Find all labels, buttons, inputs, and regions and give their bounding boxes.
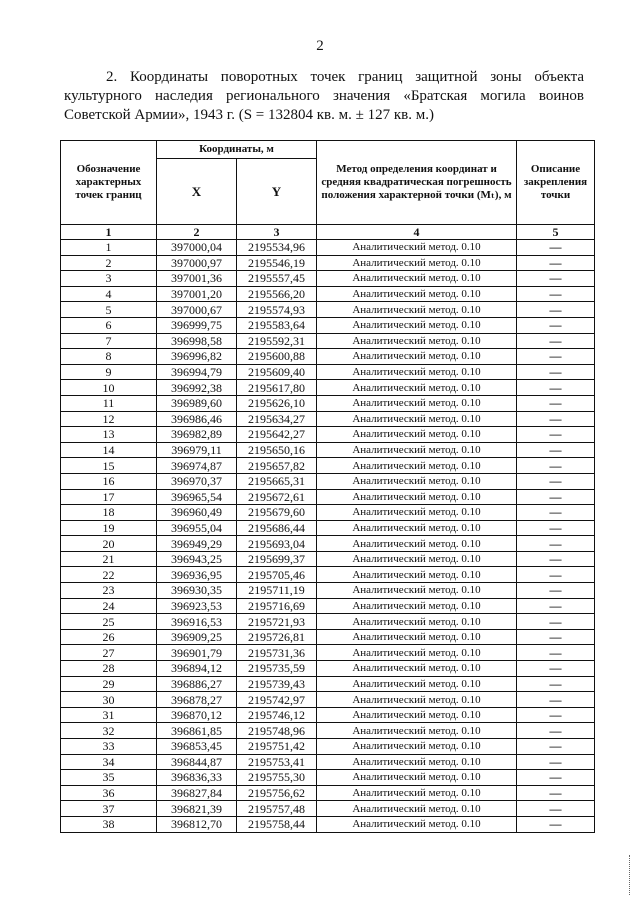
header-x: X bbox=[157, 159, 237, 225]
y-coordinate-cell: 2195665,31 bbox=[237, 473, 317, 489]
method-cell: Аналитический метод. 0.10 bbox=[317, 255, 517, 271]
x-coordinate-cell: 396878,27 bbox=[157, 692, 237, 708]
x-coordinate-cell: 396936,95 bbox=[157, 567, 237, 583]
y-coordinate-cell: 2195609,40 bbox=[237, 364, 317, 380]
point-number-cell: 25 bbox=[61, 614, 157, 630]
x-coordinate-cell: 396943,25 bbox=[157, 551, 237, 567]
description-cell: — bbox=[517, 536, 595, 552]
table-row bbox=[61, 536, 595, 552]
method-cell: Аналитический метод. 0.10 bbox=[317, 489, 517, 505]
description-cell: — bbox=[517, 583, 595, 599]
description-cell: — bbox=[517, 271, 595, 287]
point-number-cell: 20 bbox=[61, 536, 157, 552]
y-coordinate-cell: 2195634,27 bbox=[237, 411, 317, 427]
point-number-cell: 8 bbox=[61, 349, 157, 365]
method-cell: Аналитический метод. 0.10 bbox=[317, 380, 517, 396]
table-row bbox=[61, 489, 595, 505]
description-cell: — bbox=[517, 489, 595, 505]
method-cell: Аналитический метод. 0.10 bbox=[317, 520, 517, 536]
method-cell: Аналитический метод. 0.10 bbox=[317, 770, 517, 786]
method-cell: Аналитический метод. 0.10 bbox=[317, 614, 517, 630]
method-cell: Аналитический метод. 0.10 bbox=[317, 395, 517, 411]
y-coordinate-cell: 2195757,48 bbox=[237, 801, 317, 817]
table-row bbox=[61, 364, 595, 380]
point-number-cell: 9 bbox=[61, 364, 157, 380]
method-cell: Аналитический метод. 0.10 bbox=[317, 676, 517, 692]
y-coordinate-cell: 2195650,16 bbox=[237, 442, 317, 458]
point-number-cell: 11 bbox=[61, 395, 157, 411]
method-cell: Аналитический метод. 0.10 bbox=[317, 458, 517, 474]
point-number-cell: 18 bbox=[61, 505, 157, 521]
description-cell: — bbox=[517, 723, 595, 739]
table-row bbox=[61, 286, 595, 302]
description-cell: — bbox=[517, 286, 595, 302]
x-coordinate-cell: 396974,87 bbox=[157, 458, 237, 474]
method-cell: Аналитический метод. 0.10 bbox=[317, 473, 517, 489]
method-cell: Аналитический метод. 0.10 bbox=[317, 286, 517, 302]
description-cell: — bbox=[517, 302, 595, 318]
column-number: 3 bbox=[237, 225, 317, 240]
description-cell: — bbox=[517, 380, 595, 396]
table-row bbox=[61, 598, 595, 614]
method-cell: Аналитический метод. 0.10 bbox=[317, 364, 517, 380]
description-cell: — bbox=[517, 801, 595, 817]
y-coordinate-cell: 2195557,45 bbox=[237, 271, 317, 287]
y-coordinate-cell: 2195699,37 bbox=[237, 551, 317, 567]
y-coordinate-cell: 2195758,44 bbox=[237, 816, 317, 832]
table-row bbox=[61, 442, 595, 458]
column-number: 4 bbox=[317, 225, 517, 240]
description-cell: — bbox=[517, 427, 595, 443]
y-coordinate-cell: 2195672,61 bbox=[237, 489, 317, 505]
x-coordinate-cell: 396827,84 bbox=[157, 785, 237, 801]
x-coordinate-cell: 396970,37 bbox=[157, 473, 237, 489]
method-cell: Аналитический метод. 0.10 bbox=[317, 349, 517, 365]
method-cell: Аналитический метод. 0.10 bbox=[317, 302, 517, 318]
y-coordinate-cell: 2195755,30 bbox=[237, 770, 317, 786]
point-number-cell: 14 bbox=[61, 442, 157, 458]
method-cell: Аналитический метод. 0.10 bbox=[317, 723, 517, 739]
scan-edge-marks bbox=[629, 855, 634, 895]
method-cell: Аналитический метод. 0.10 bbox=[317, 816, 517, 832]
description-cell: — bbox=[517, 645, 595, 661]
x-coordinate-cell: 396989,60 bbox=[157, 395, 237, 411]
point-number-cell: 23 bbox=[61, 583, 157, 599]
point-number-cell: 13 bbox=[61, 427, 157, 443]
point-number-cell: 16 bbox=[61, 473, 157, 489]
table-row bbox=[61, 458, 595, 474]
y-coordinate-cell: 2195739,43 bbox=[237, 676, 317, 692]
x-coordinate-cell: 396861,85 bbox=[157, 723, 237, 739]
y-coordinate-cell: 2195600,88 bbox=[237, 349, 317, 365]
description-cell: — bbox=[517, 505, 595, 521]
table-row bbox=[61, 317, 595, 333]
x-coordinate-cell: 396886,27 bbox=[157, 676, 237, 692]
method-cell: Аналитический метод. 0.10 bbox=[317, 598, 517, 614]
point-number-cell: 34 bbox=[61, 754, 157, 770]
x-coordinate-cell: 396909,25 bbox=[157, 629, 237, 645]
point-number-cell: 38 bbox=[61, 816, 157, 832]
point-number-cell: 17 bbox=[61, 489, 157, 505]
point-number-cell: 32 bbox=[61, 723, 157, 739]
x-coordinate-cell: 396992,38 bbox=[157, 380, 237, 396]
description-cell: — bbox=[517, 255, 595, 271]
description-cell: — bbox=[517, 785, 595, 801]
point-number-cell: 27 bbox=[61, 645, 157, 661]
method-cell: Аналитический метод. 0.10 bbox=[317, 661, 517, 677]
point-number-cell: 28 bbox=[61, 661, 157, 677]
x-coordinate-cell: 396979,11 bbox=[157, 442, 237, 458]
description-cell: — bbox=[517, 707, 595, 723]
description-cell: — bbox=[517, 770, 595, 786]
x-coordinate-cell: 396812,70 bbox=[157, 816, 237, 832]
header-coordinates: Координаты, м bbox=[157, 141, 317, 159]
header-y: Y bbox=[237, 159, 317, 225]
description-cell: — bbox=[517, 395, 595, 411]
description-cell: — bbox=[517, 598, 595, 614]
method-cell: Аналитический метод. 0.10 bbox=[317, 271, 517, 287]
method-cell: Аналитический метод. 0.10 bbox=[317, 505, 517, 521]
description-cell: — bbox=[517, 349, 595, 365]
point-number-cell: 12 bbox=[61, 411, 157, 427]
method-cell: Аналитический метод. 0.10 bbox=[317, 754, 517, 770]
x-coordinate-cell: 396844,87 bbox=[157, 754, 237, 770]
column-numbers-row bbox=[61, 225, 595, 240]
point-number-cell: 1 bbox=[61, 240, 157, 256]
description-cell: — bbox=[517, 754, 595, 770]
method-cell: Аналитический метод. 0.10 bbox=[317, 536, 517, 552]
description-cell: — bbox=[517, 661, 595, 677]
point-number-cell: 19 bbox=[61, 520, 157, 536]
table-row bbox=[61, 785, 595, 801]
description-cell: — bbox=[517, 567, 595, 583]
x-coordinate-cell: 396916,53 bbox=[157, 614, 237, 630]
table-row bbox=[61, 692, 595, 708]
method-cell: Аналитический метод. 0.10 bbox=[317, 692, 517, 708]
method-cell: Аналитический метод. 0.10 bbox=[317, 801, 517, 817]
x-coordinate-cell: 397000,97 bbox=[157, 255, 237, 271]
description-cell: — bbox=[517, 411, 595, 427]
y-coordinate-cell: 2195753,41 bbox=[237, 754, 317, 770]
method-cell: Аналитический метод. 0.10 bbox=[317, 739, 517, 755]
table-row bbox=[61, 770, 595, 786]
y-coordinate-cell: 2195716,69 bbox=[237, 598, 317, 614]
x-coordinate-cell: 396986,46 bbox=[157, 411, 237, 427]
point-number-cell: 2 bbox=[61, 255, 157, 271]
description-cell: — bbox=[517, 442, 595, 458]
x-coordinate-cell: 396836,33 bbox=[157, 770, 237, 786]
method-cell: Аналитический метод. 0.10 bbox=[317, 427, 517, 443]
description-cell: — bbox=[517, 692, 595, 708]
method-cell: Аналитический метод. 0.10 bbox=[317, 645, 517, 661]
method-cell: Аналитический метод. 0.10 bbox=[317, 317, 517, 333]
y-coordinate-cell: 2195742,97 bbox=[237, 692, 317, 708]
method-cell: Аналитический метод. 0.10 bbox=[317, 333, 517, 349]
x-coordinate-cell: 396996,82 bbox=[157, 349, 237, 365]
table-row bbox=[61, 302, 595, 318]
method-cell: Аналитический метод. 0.10 bbox=[317, 442, 517, 458]
description-cell: — bbox=[517, 317, 595, 333]
method-cell: Аналитический метод. 0.10 bbox=[317, 629, 517, 645]
section-heading: 2. Координаты поворотных точек границ защитной зоны объекта культурного наследия регионального значения «Братская могила воинов Советской Армии», 1943 г. (S = 132804 кв. м. ± 127 кв. м.) bbox=[64, 69, 584, 123]
y-coordinate-cell: 2195711,19 bbox=[237, 583, 317, 599]
table-row bbox=[61, 661, 595, 677]
x-coordinate-cell: 396894,12 bbox=[157, 661, 237, 677]
column-number: 2 bbox=[157, 225, 237, 240]
page-number: 2 bbox=[316, 38, 324, 54]
x-coordinate-cell: 396994,79 bbox=[157, 364, 237, 380]
description-cell: — bbox=[517, 816, 595, 832]
point-number-cell: 15 bbox=[61, 458, 157, 474]
table-row bbox=[61, 505, 595, 521]
y-coordinate-cell: 2195726,81 bbox=[237, 629, 317, 645]
x-coordinate-cell: 396821,39 bbox=[157, 801, 237, 817]
table-row bbox=[61, 473, 595, 489]
method-cell: Аналитический метод. 0.10 bbox=[317, 240, 517, 256]
x-coordinate-cell: 396949,29 bbox=[157, 536, 237, 552]
coordinates-table bbox=[60, 140, 595, 833]
y-coordinate-cell: 2195534,96 bbox=[237, 240, 317, 256]
table-row bbox=[61, 676, 595, 692]
y-coordinate-cell: 2195592,31 bbox=[237, 333, 317, 349]
description-cell: — bbox=[517, 739, 595, 755]
description-cell: — bbox=[517, 676, 595, 692]
table-row bbox=[61, 707, 595, 723]
table-row bbox=[61, 723, 595, 739]
description-cell: — bbox=[517, 629, 595, 645]
y-coordinate-cell: 2195657,82 bbox=[237, 458, 317, 474]
column-number: 1 bbox=[61, 225, 157, 240]
x-coordinate-cell: 397001,20 bbox=[157, 286, 237, 302]
point-number-cell: 7 bbox=[61, 333, 157, 349]
y-coordinate-cell: 2195566,20 bbox=[237, 286, 317, 302]
point-number-cell: 36 bbox=[61, 785, 157, 801]
x-coordinate-cell: 396965,54 bbox=[157, 489, 237, 505]
x-coordinate-cell: 396923,53 bbox=[157, 598, 237, 614]
x-coordinate-cell: 396870,12 bbox=[157, 707, 237, 723]
description-cell: — bbox=[517, 364, 595, 380]
x-coordinate-cell: 396955,04 bbox=[157, 520, 237, 536]
table-row bbox=[61, 411, 595, 427]
table-row bbox=[61, 520, 595, 536]
table-row bbox=[61, 255, 595, 271]
description-cell: — bbox=[517, 520, 595, 536]
table-row bbox=[61, 349, 595, 365]
point-number-cell: 22 bbox=[61, 567, 157, 583]
x-coordinate-cell: 396930,35 bbox=[157, 583, 237, 599]
point-number-cell: 4 bbox=[61, 286, 157, 302]
x-coordinate-cell: 396960,49 bbox=[157, 505, 237, 521]
point-number-cell: 6 bbox=[61, 317, 157, 333]
description-cell: — bbox=[517, 473, 595, 489]
header-description: Описание закрепления точки bbox=[517, 141, 595, 225]
point-number-cell: 37 bbox=[61, 801, 157, 817]
x-coordinate-cell: 396901,79 bbox=[157, 645, 237, 661]
method-cell: Аналитический метод. 0.10 bbox=[317, 707, 517, 723]
x-coordinate-cell: 397001,36 bbox=[157, 271, 237, 287]
y-coordinate-cell: 2195746,12 bbox=[237, 707, 317, 723]
header-point: Обозначение характерных точек границ bbox=[61, 141, 157, 225]
table-row bbox=[61, 271, 595, 287]
description-cell: — bbox=[517, 614, 595, 630]
y-coordinate-cell: 2195626,10 bbox=[237, 395, 317, 411]
point-number-cell: 33 bbox=[61, 739, 157, 755]
y-coordinate-cell: 2195705,46 bbox=[237, 567, 317, 583]
y-coordinate-cell: 2195686,44 bbox=[237, 520, 317, 536]
description-cell: — bbox=[517, 551, 595, 567]
x-coordinate-cell: 396999,75 bbox=[157, 317, 237, 333]
table-row bbox=[61, 333, 595, 349]
table-row bbox=[61, 801, 595, 817]
y-coordinate-cell: 2195735,59 bbox=[237, 661, 317, 677]
method-cell: Аналитический метод. 0.10 bbox=[317, 785, 517, 801]
header-method: Метод определения координат и средняя квадратическая погрешность положения характерной точки (Mₜ), м bbox=[317, 141, 517, 225]
table-row bbox=[61, 240, 595, 256]
point-number-cell: 10 bbox=[61, 380, 157, 396]
point-number-cell: 3 bbox=[61, 271, 157, 287]
y-coordinate-cell: 2195583,64 bbox=[237, 317, 317, 333]
y-coordinate-cell: 2195642,27 bbox=[237, 427, 317, 443]
table-row bbox=[61, 754, 595, 770]
description-cell: — bbox=[517, 458, 595, 474]
table-row bbox=[61, 380, 595, 396]
y-coordinate-cell: 2195617,80 bbox=[237, 380, 317, 396]
table-row bbox=[61, 583, 595, 599]
point-number-cell: 35 bbox=[61, 770, 157, 786]
method-cell: Аналитический метод. 0.10 bbox=[317, 551, 517, 567]
description-cell: — bbox=[517, 240, 595, 256]
table-row bbox=[61, 739, 595, 755]
method-cell: Аналитический метод. 0.10 bbox=[317, 567, 517, 583]
point-number-cell: 5 bbox=[61, 302, 157, 318]
table-row bbox=[61, 567, 595, 583]
x-coordinate-cell: 397000,67 bbox=[157, 302, 237, 318]
point-number-cell: 30 bbox=[61, 692, 157, 708]
table-row bbox=[61, 645, 595, 661]
y-coordinate-cell: 2195693,04 bbox=[237, 536, 317, 552]
x-coordinate-cell: 397000,04 bbox=[157, 240, 237, 256]
point-number-cell: 31 bbox=[61, 707, 157, 723]
description-cell: — bbox=[517, 333, 595, 349]
column-number: 5 bbox=[517, 225, 595, 240]
point-number-cell: 29 bbox=[61, 676, 157, 692]
table-row bbox=[61, 629, 595, 645]
table-row bbox=[61, 816, 595, 832]
y-coordinate-cell: 2195748,96 bbox=[237, 723, 317, 739]
table-row bbox=[61, 427, 595, 443]
y-coordinate-cell: 2195721,93 bbox=[237, 614, 317, 630]
table-row bbox=[61, 395, 595, 411]
point-number-cell: 21 bbox=[61, 551, 157, 567]
y-coordinate-cell: 2195546,19 bbox=[237, 255, 317, 271]
y-coordinate-cell: 2195679,60 bbox=[237, 505, 317, 521]
method-cell: Аналитический метод. 0.10 bbox=[317, 411, 517, 427]
method-cell: Аналитический метод. 0.10 bbox=[317, 583, 517, 599]
point-number-cell: 26 bbox=[61, 629, 157, 645]
y-coordinate-cell: 2195574,93 bbox=[237, 302, 317, 318]
x-coordinate-cell: 396982,89 bbox=[157, 427, 237, 443]
table-row bbox=[61, 614, 595, 630]
y-coordinate-cell: 2195751,42 bbox=[237, 739, 317, 755]
table-row bbox=[61, 551, 595, 567]
y-coordinate-cell: 2195756,62 bbox=[237, 785, 317, 801]
y-coordinate-cell: 2195731,36 bbox=[237, 645, 317, 661]
x-coordinate-cell: 396998,58 bbox=[157, 333, 237, 349]
point-number-cell: 24 bbox=[61, 598, 157, 614]
x-coordinate-cell: 396853,45 bbox=[157, 739, 237, 755]
